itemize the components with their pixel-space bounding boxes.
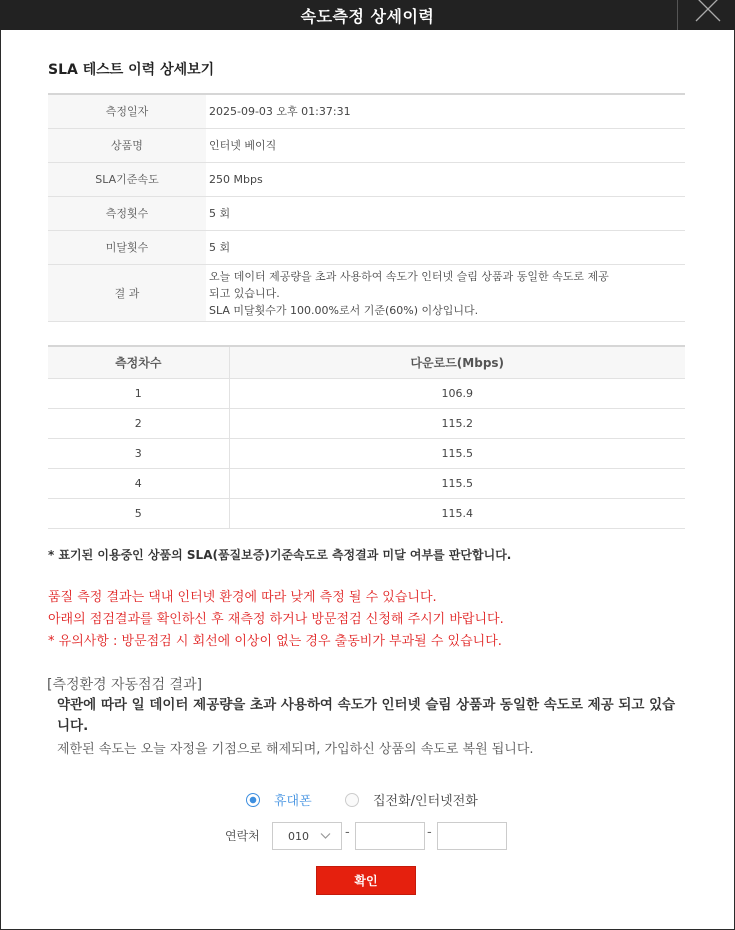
table-row xyxy=(48,408,685,438)
env-check-title: [측정환경 자동점검 결과] xyxy=(47,677,203,693)
phone-prefix-value: 010 xyxy=(288,830,309,843)
result-line: SLA 미달횟수가 100.00%로서 기준(60%) 이상입니다. xyxy=(209,303,479,317)
round-number: 5 xyxy=(48,498,229,528)
close-button[interactable] xyxy=(677,0,735,30)
info-row-count xyxy=(48,196,685,230)
contact-label: 연락처 xyxy=(225,829,260,843)
radio-label: 집전화/인터넷전화 xyxy=(373,794,478,809)
phone-prefix-select[interactable] xyxy=(272,822,342,850)
radio-mobile[interactable] xyxy=(246,790,312,809)
env-check-result: 약관에 따라 일 데이터 제공량을 초과 사용하여 속도가 인터넷 슬림 상품과 동일한 속도로 제공 되고 있습니다. xyxy=(57,697,676,734)
table-row xyxy=(48,498,685,528)
info-label: 결 과 xyxy=(48,264,206,321)
close-icon xyxy=(694,0,722,23)
modal-titlebar xyxy=(0,0,735,30)
info-row-sla xyxy=(48,162,685,196)
rounds-header-row xyxy=(48,346,685,378)
round-number: 4 xyxy=(48,468,229,498)
download-speed: 115.4 xyxy=(229,498,685,528)
phone-middle-input[interactable] xyxy=(355,822,425,850)
radio-checked-icon xyxy=(246,793,260,807)
radio-unchecked-icon xyxy=(345,793,359,807)
download-speed: 115.5 xyxy=(229,468,685,498)
round-number: 1 xyxy=(48,378,229,408)
info-label: SLA기준속도 xyxy=(48,162,206,196)
info-label: 측정횟수 xyxy=(48,196,206,230)
warning-block xyxy=(48,587,504,653)
confirm-button[interactable]: 확인 xyxy=(316,866,416,895)
warning-line: * 유의사항 : 방문점검 시 회선에 이상이 없는 경우 출동비가 부과될 수 있습니다. xyxy=(48,634,502,649)
phone-separator: - xyxy=(345,825,350,840)
table-row xyxy=(48,468,685,498)
download-speed: 106.9 xyxy=(229,378,685,408)
download-speed: 115.2 xyxy=(229,408,685,438)
radio-label: 휴대폰 xyxy=(274,794,312,809)
sla-note: * 표기된 이용중인 상품의 SLA(품질보증)기준속도로 측정결과 미달 여부를 판단합니다. xyxy=(48,548,512,562)
info-label: 미달횟수 xyxy=(48,230,206,264)
result-line: 되고 있습니다. xyxy=(209,286,280,300)
info-value: 250 Mbps xyxy=(206,162,685,196)
round-number: 3 xyxy=(48,438,229,468)
info-table xyxy=(48,93,685,322)
modal-title: 속도측정 상세이력 xyxy=(300,7,435,26)
result-line: 오늘 데이터 제공량을 초과 사용하여 속도가 인터넷 슬림 상품과 동일한 속도로 제공 xyxy=(209,269,609,283)
chevron-down-icon xyxy=(320,832,331,840)
download-speed: 115.5 xyxy=(229,438,685,468)
column-header: 측정차수 xyxy=(48,346,229,378)
info-value: 5 회 xyxy=(206,196,685,230)
round-number: 2 xyxy=(48,408,229,438)
warning-line: 품질 측정 결과는 댁내 인터넷 환경에 따라 낮게 측정 될 수 있습니다. xyxy=(48,590,437,605)
info-value: 인터넷 베이직 xyxy=(206,128,685,162)
env-check-detail: 제한된 속도는 오늘 자정을 기점으로 해제되며, 가입하신 상품의 속도로 복원 됩니다. xyxy=(57,742,534,757)
info-value: 2025-09-03 오후 01:37:31 xyxy=(206,94,685,128)
info-value-result xyxy=(206,264,685,321)
info-row-product xyxy=(48,128,685,162)
phone-separator: - xyxy=(427,825,432,840)
info-value: 5 회 xyxy=(206,230,685,264)
info-label: 상품명 xyxy=(48,128,206,162)
phone-last-input[interactable] xyxy=(437,822,507,850)
column-header: 다운로드(Mbps) xyxy=(229,346,685,378)
info-row-fail xyxy=(48,230,685,264)
info-row-result xyxy=(48,264,685,321)
page-heading: SLA 테스트 이력 상세보기 xyxy=(48,62,215,78)
warning-line: 아래의 점검결과를 확인하신 후 재측정 하거나 방문점검 신청해 주시기 바랍니다. xyxy=(48,612,504,627)
info-row-date xyxy=(48,94,685,128)
table-row xyxy=(48,378,685,408)
info-label: 측정일자 xyxy=(48,94,206,128)
table-row xyxy=(48,438,685,468)
rounds-table xyxy=(48,345,685,529)
radio-home-phone[interactable] xyxy=(345,790,478,809)
